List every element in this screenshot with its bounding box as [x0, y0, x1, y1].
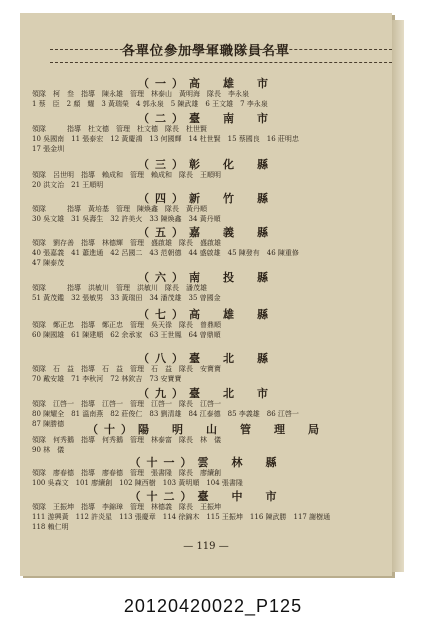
roster-line: 領隊 江啓一 指導 江啓一 管理 江啓一 隊長 江啓一 [32, 400, 221, 408]
roster-line: 40 張嘉義 41 蕭進通 42 呂國二 43 范朝德 44 盛啟雄 45 陳發有 46 陳重修 [32, 249, 299, 257]
section-heading: （五）嘉 義 縣 [138, 226, 274, 239]
roster-line: 領隊 指導 杜文德 管理 杜文德 隊長 杜世賢 [32, 125, 207, 133]
page-edge [392, 20, 404, 572]
section-heading: （六）南 投 縣 [138, 271, 274, 284]
section-heading: （十二）臺 中 市 [129, 490, 283, 503]
section-heading: （七）高 雄 縣 [138, 308, 274, 321]
roster-line: 領隊 指導 洪敏川 管理 洪敏川 隊長 潘茂雄 [32, 284, 207, 292]
roster-line: 100 吳森文 101 廖續創 102 陳西樹 103 黃明順 104 張書隆 [32, 479, 243, 487]
section-heading: （九）臺 北 市 [138, 387, 274, 400]
roster-line: 領隊 鄭正忠 指導 鄭正忠 管理 吳天祿 隊長 曾鼎順 [32, 321, 221, 329]
roster-line: 90 林 儀 [32, 446, 65, 454]
document-page [20, 13, 392, 576]
title-rule [50, 62, 402, 63]
section-heading: （八）臺 北 縣 [138, 352, 274, 365]
roster-line: 30 吳文雄 31 吳壽生 32 許美火 33 陳煥鑫 34 黃丹順 [32, 215, 221, 223]
roster-line: 領隊 何秀鵝 指導 何秀鵝 管理 林泰富 隊長 林 儀 [32, 436, 221, 444]
roster-line: 領隊 石 益 指導 石 益 管理 石 益 隊長 安寶寶 [32, 365, 221, 373]
roster-line: 領隊 柯 叁 指導 陳永雄 管理 林泰山 黃明海 隊長 李永泉 [32, 90, 249, 98]
section-heading: （十）陽 明 山 管 理 局 [87, 423, 325, 436]
page-number: — 119 — [183, 541, 229, 552]
section-heading: （十一）雲 林 縣 [129, 456, 283, 469]
section-heading: （三）彰 化 縣 [138, 158, 274, 171]
roster-line: 領隊 指導 黃培基 管理 陳煥鑫 隊長 黃丹順 [32, 205, 207, 213]
roster-line: 20 洪文治 21 王順明 [32, 181, 104, 189]
roster-line: 60 陳國雄 61 陳建順 62 余承家 63 王世鳳 64 曾鼎順 [32, 331, 221, 339]
roster-line: 10 吳國南 11 張泰宏 12 黃慶鴻 13 何國輝 14 杜世賢 15 蔡國良 16 莊明忠 [32, 135, 299, 143]
roster-line: 51 黃茂鑑 32 張敏男 33 黃瑞田 34 潘茂雄 35 曾國金 [32, 294, 221, 302]
roster-line: 17 張金圳 [32, 145, 65, 153]
section-heading: （四）新 竹 縣 [138, 192, 274, 205]
roster-line: 領隊 廖春德 指導 廖春德 管理 張書隆 隊長 廖續創 [32, 469, 221, 477]
roster-line: 87 陳勝德 [32, 420, 65, 428]
page-title: 各單位參加學軍職隊員名單 [121, 44, 290, 59]
roster-line: 領隊 王振坤 指導 李錦璋 管理 林德義 隊長 王振坤 [32, 503, 221, 511]
roster-line: 領隊 劉存善 指導 林德輝 管理 盛啟雄 隊長 盛啟雄 [32, 239, 221, 247]
roster-line: 1 蔡 臣 2 顏 耀 3 黃瑞榮 4 郭永泉 5 陳武雄 6 王文雄 7 李永泉 [32, 100, 268, 108]
roster-line: 47 陳泰茂 [32, 259, 65, 267]
section-heading: （一）高 雄 市 [138, 77, 274, 90]
image-caption: 20120420022_P125 [123, 596, 303, 616]
roster-line: 70 戴安雄 71 李秋河 72 林欽吉 73 安寶寶 [32, 375, 182, 383]
roster-line: 118 賴仁明 [32, 523, 69, 531]
roster-line: 領隊 呂世明 指導 賴成和 管理 賴成和 隊長 王順明 [32, 171, 221, 179]
roster-line: 111 游興黃 112 許炎星 113 張慶章 114 徐錦木 115 王振坤 116 陳武勝 117 謝樹通 [32, 513, 331, 521]
section-heading: （二）臺 南 市 [138, 112, 274, 125]
roster-line: 80 陳耀全 81 溫南燕 82 莊俊仁 83 劉清雄 84 江泰德 85 李義雄 86 江啓一 [32, 410, 299, 418]
